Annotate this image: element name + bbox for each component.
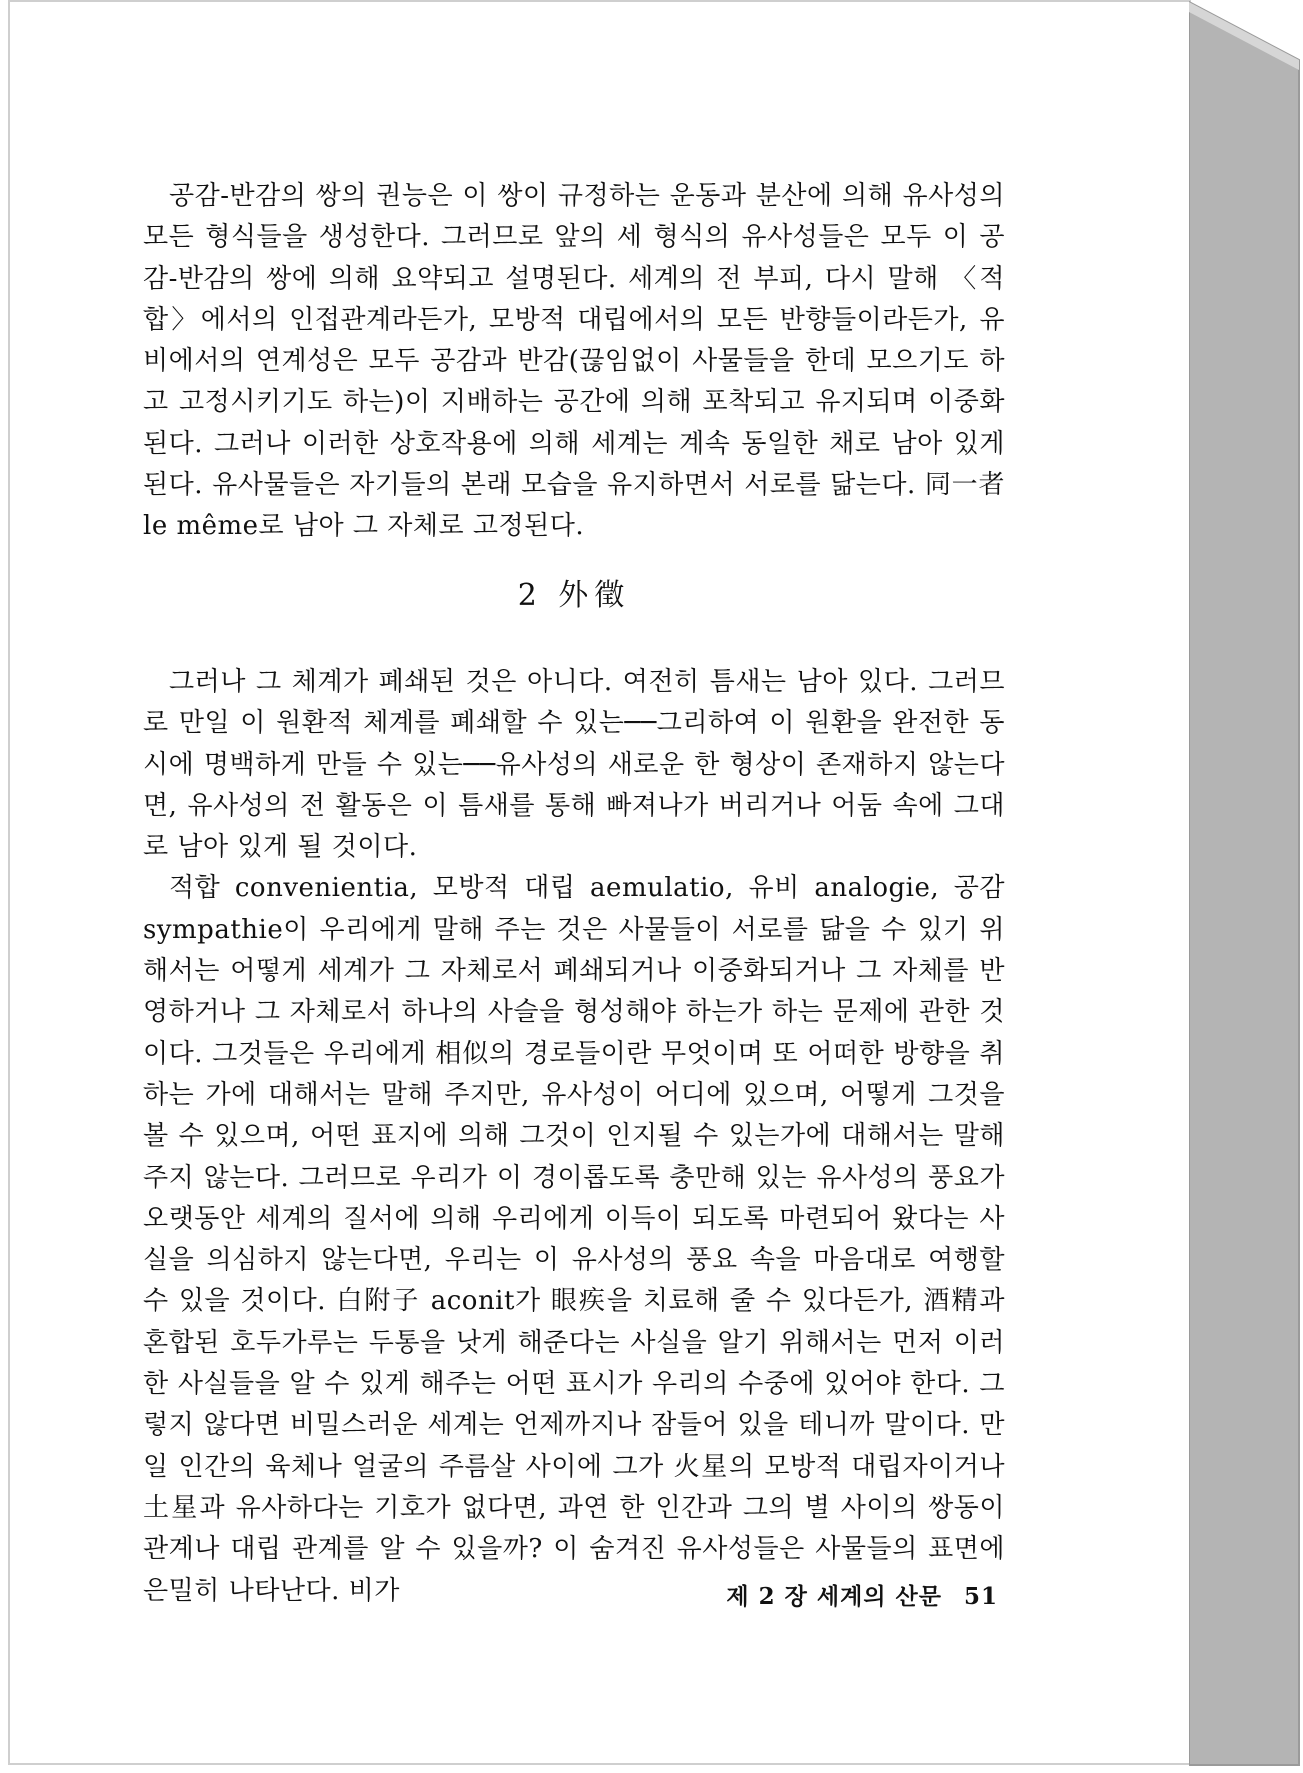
body-text-top — [143, 176, 1005, 548]
body-text-bottom — [143, 662, 1005, 1612]
paragraph: 그러나 그 체계가 폐쇄된 것은 아니다. 여전히 틈새는 남아 있다. 그러므로 만일 이 원환적 체계를 폐쇄할 수 있는──그리하여 이 원환을 완전한 동시에 명백하게 만들 수 있는──유사성의 새로운 한 형상이 존재하지 않는다면, 유사성의 전 활동은 이 틈새를 통해 빠져나가 버리거나 어둠 속에 그대로 남아 있게 될 것이다. — [143, 667, 1005, 863]
page-number: 51 — [963, 1583, 998, 1610]
paragraph: 적합 convenientia, 모방적 대립 aemulatio, 유비 analogie, 공감 sympathie이 우리에게 말해 주는 것은 사물들이 서로를 닮을 수 있기 위해서는 어떻게 세계가 그 자체로서 폐쇄되거나 이중화되거나 그 자체를 반영하거나 그 자체로서 하나의 사슬을 형성해야 하는가 하는 문제에 관한 것이다. 그것들은 우리에게 相似의 경로들이란 무엇이며 또 어떠한 방향을 취하는 가에 대해서는 말해 주지만, 유사성이 어디에 있으며, 어떻게 그것을 볼 수 있으며, 어떤 표지에 의해 그것이 인지될 수 있는가에 대해서는 말해 주지 않는다. 그러므로 우리가 이 경이롭도록 충만해 있는 유사성의 풍요가 오랫동안 세계의 질서에 의해 우리에게 이득이 되도록 마련되어 왔다는 사실을 의심하지 않는다면, 우리는 이 유사성의 풍요 속을 마음대로 여행할 수 있을 것이다. 白附子 aconit가 眼疾을 치료해 줄 수 있다든가, 酒精과 혼합된 호두가루는 두통을 낫게 해준다는 사실을 알기 위해서는 먼저 이러한 사실들을 알 수 있게 해주는 어떤 표시가 우리의 수중에 있어야 한다. 그렇지 않다면 비밀스러운 세계는 언제까지나 잠들어 있을 테니까 말이다. 만일 인간의 육체나 얼굴의 주름살 사이에 그가 火星의 모방적 대립자이거나 土星과 유사하다는 기호가 없다면, 과연 한 인간과 그의 별 사이의 쌍동이 관계나 대립 관계를 알 수 있을까? 이 숨겨진 유사성들은 사물들의 표면에 은밀히 나타난다. 비가 — [143, 873, 1005, 1606]
chapter-title: 제 2 장 세계의 산문 — [726, 1583, 942, 1610]
section-heading: 2 外徵 — [517, 578, 631, 613]
running-footer — [143, 1578, 998, 1611]
paragraph: 공감-반감의 쌍의 권능은 이 쌍이 규정하는 운동과 분산에 의해 유사성의 모든 형식들을 생성한다. 그러므로 앞의 세 형식의 유사성들은 모두 이 공감-반감의 쌍에 의해 요약되고 설명된다. 세계의 전 부피, 다시 말해 〈적합〉에서의 인접관계라든가, 모방적 대립에서의 모든 반향들이라든가, 유비에서의 연계성은 모두 공감과 반감(끊임없이 사물들을 한데 모으기도 하고 고정시키기도 하는)이 지배하는 공간에 의해 포착되고 유지되며 이중화된다. 그러나 이러한 상호작용에 의해 세계는 계속 동일한 채로 남아 있게 된다. 유사물들은 자기들의 본래 모습을 유지하면서 서로를 닮는다. 同一者 le même로 남아 그 자체로 고정된다. — [143, 181, 1005, 542]
page-stack-edge — [1189, 0, 1303, 1773]
page-edge-shape — [1189, 0, 1303, 1773]
